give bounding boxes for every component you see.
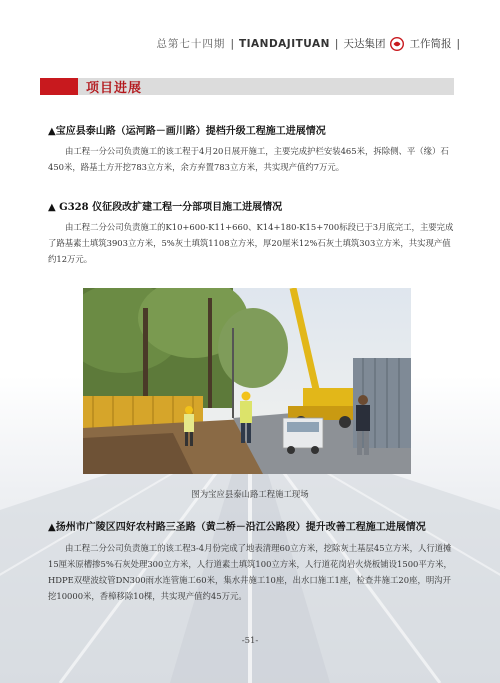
item-heading: ▲ G328 仪征段改扩建工程一分部项目施工进展情况 [48,202,283,213]
brand-name: TIANDAJITUAN [238,37,330,50]
group-name: 天达集团 [343,38,386,50]
bulletin-title: 工作简报 [409,38,452,50]
section-header [40,78,454,95]
photo-caption: 图为宝应县泰山路工程施工现场 [191,489,309,499]
header-separator: | [456,37,460,50]
page-number: -51- [241,636,259,646]
section-title: 项目进展 [86,81,143,96]
construction-site-photo [83,288,411,474]
item-body: 由工程一分公司负责施工的该工程于4月20日展开施工，主要完成护栏安装465米，拆除侧、平（缘）石450米，路基土方开挖783立方米，余方弃置783立方米，共实现产值约7万元。 [48,146,449,172]
issue-number: 总第七十四期 [156,38,226,50]
header-separator: | [230,37,234,50]
item-heading: ▲扬州市广陵区四好农村路三圣路（黄二桥－沿江公路段）提升改善工程施工进展情况 [48,522,426,533]
company-logo-icon [390,37,404,51]
section-accent-block [40,78,78,95]
header-separator: | [334,37,339,50]
item-body: 由工程二分公司负责施工的该工程3-4月份完成了地表清理60立方米，挖除灰土基层45立方米，人行道摊15厘米原槽掺5%石灰处理300立方米，人行道素土填筑100立方米，人行道花岗岩火烧板铺设1500平方米，HDPE双壁波纹管DN300雨水连管施工60米，集水井施工10座，出水口施工1座，检查井施工20座，明沟开挖10000米，香樟移除10棵，共实现产值约45万元。 [48,543,452,601]
item-body: 由工程二分公司负责施工的K10+600-K11+660、K14+180-K15+700标段已于3月底完工，主要完成了路基素土填筑3903立方米，5%灰土填筑1108立方米，厚20厘米12%石灰土填筑303立方米，共实现产值约12万元。 [48,222,454,264]
item-heading: ▲宝应县泰山路（运河路－画川路）提档升级工程施工进展情况 [48,126,326,137]
page-header [156,36,460,51]
